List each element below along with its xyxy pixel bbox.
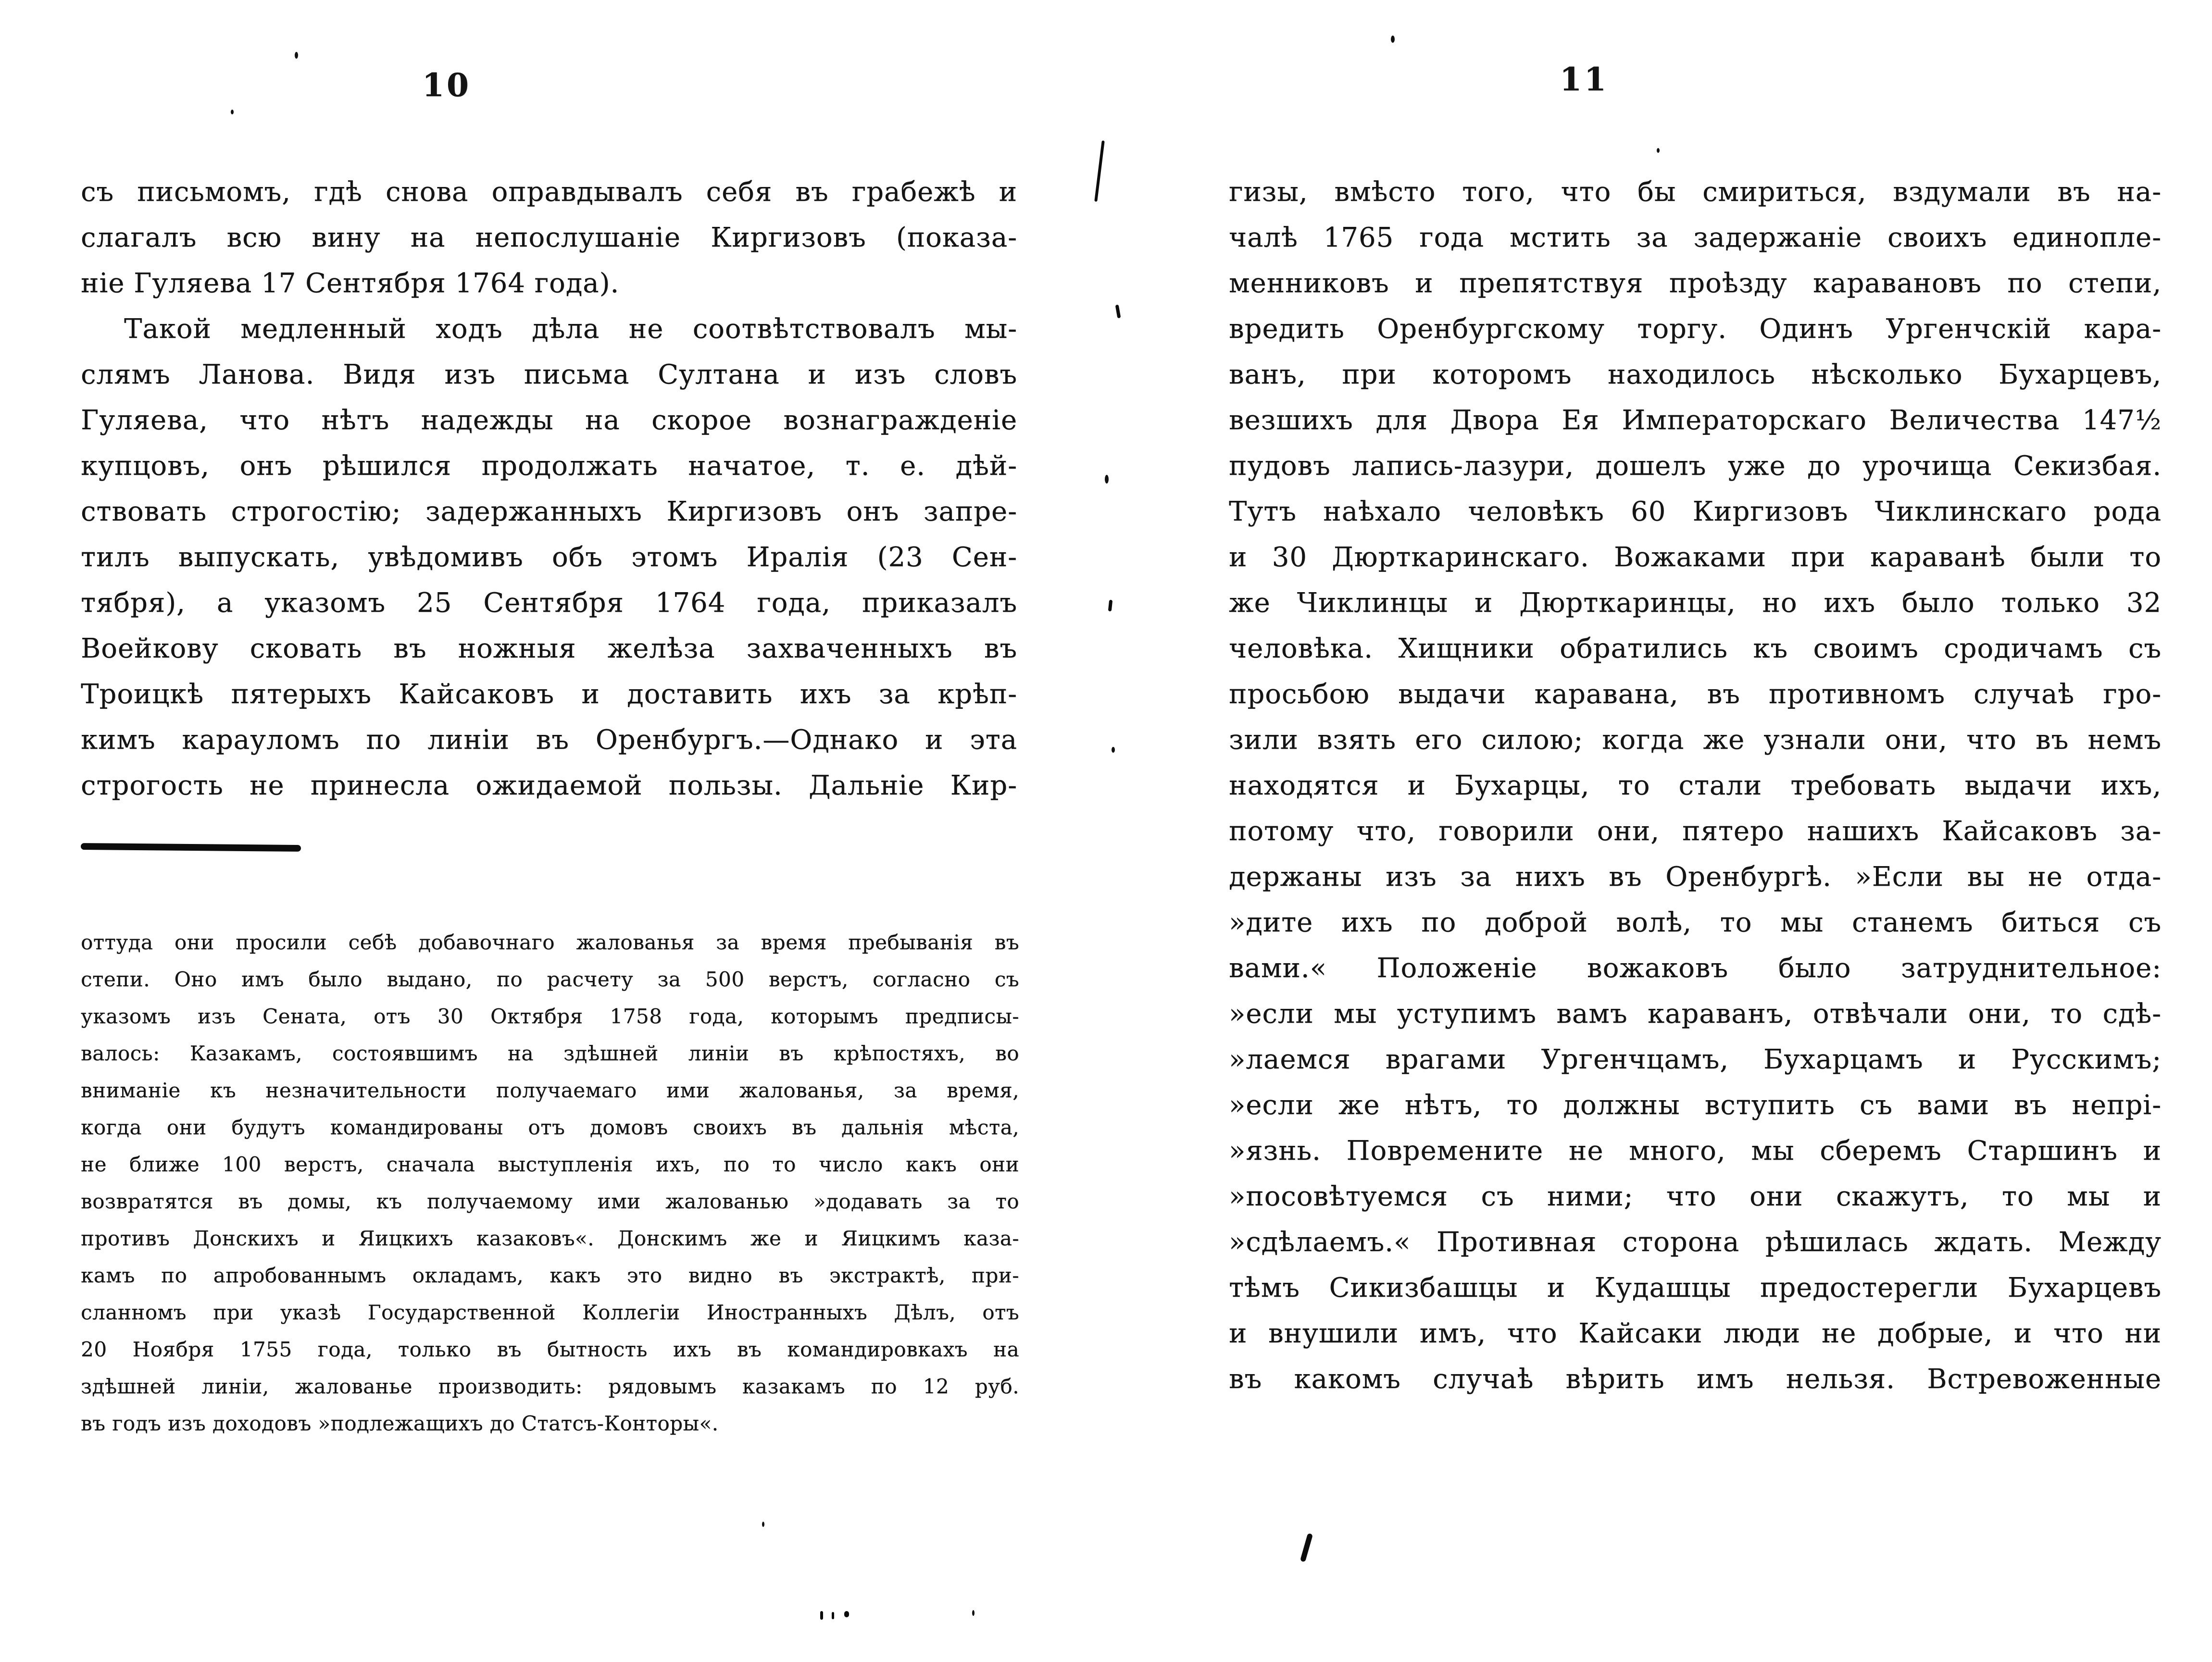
- text-line: оттуда они просили себѣ добавочнаго жалованья за время пребыванія въ: [81, 930, 1019, 954]
- ink-speck: [295, 52, 298, 59]
- gutter-mark: [1112, 747, 1115, 753]
- text-line: находятся и Бухарцы, то стали требовать выдачи ихъ,: [1229, 770, 2162, 801]
- text-line: ствовать строгостію; задержанныхъ Киргизовъ онъ запре-: [81, 496, 1017, 527]
- text-line: Троицкѣ пятерыхъ Кайсаковъ и доставить ихъ за крѣп-: [81, 679, 1017, 710]
- footnote: [81, 924, 1019, 1442]
- text-line: зили взять его силою; когда же узнали они, что въ немъ: [1229, 724, 2162, 756]
- text-line: ніе Гуляева 17 Сентября 1764 года).: [81, 268, 620, 299]
- page-number: 11: [1560, 61, 1609, 98]
- text-line: чалѣ 1765 года мстить за задержаніе своихъ единопле-: [1229, 222, 2162, 253]
- ink-speck: [1657, 148, 1660, 153]
- text-line: вниманіе къ незначительности получаемаго ими жалованья, за время,: [81, 1079, 1019, 1102]
- ink-speck: [832, 1612, 834, 1619]
- text-line: менниковъ и препятствуя проѣзду каравановъ по степи,: [1229, 268, 2162, 299]
- text-line: строгость не принесла ожидаемой пользы. Дальніе Кир-: [81, 770, 1017, 801]
- gutter-mark: [1105, 475, 1109, 484]
- footnote-rule: [81, 843, 301, 852]
- gutter-mark: [1115, 305, 1121, 319]
- text-line: держаны изъ за нихъ въ Оренбургѣ. »Если вы не отда-: [1229, 861, 2162, 893]
- text-line: »язнь. Повремените не много, мы сберемъ Старшинъ и: [1229, 1135, 2162, 1166]
- text-line: въ какомъ случаѣ вѣрить имъ нельзя. Встревоженные: [1229, 1364, 2162, 1395]
- ink-speck: [1391, 36, 1395, 43]
- text-line: потому что, говорили они, пятеро нашихъ Кайсаковъ за-: [1229, 816, 2162, 847]
- text-line: Гуляева, что нѣтъ надежды на скорое вознагражденіе: [81, 405, 1017, 436]
- text-line: и внушили имъ, что Кайсаки люди не добрые, и что ни: [1229, 1318, 2162, 1349]
- ink-speck: [972, 1610, 975, 1616]
- text-line: сланномъ при указѣ Государственной Коллегіи Иностранныхъ Дѣлъ, отъ: [81, 1301, 1019, 1324]
- text-line: и 30 Дюрткаринскаго. Вожаками при караванѣ были то: [1229, 542, 2162, 573]
- text-line: Тутъ наѣхало человѣкъ 60 Киргизовъ Чиклинскаго рода: [1229, 496, 2162, 527]
- text-line: указомъ изъ Сената, отъ 30 Октября 1758 года, которымъ предписы-: [81, 1005, 1019, 1028]
- text-line: возвратятся въ домы, къ получаемому ими жалованью »додавать за то: [81, 1190, 1019, 1213]
- text-line: »лаемся врагами Ургенчцамъ, Бухарцамъ и Русскимъ;: [1229, 1044, 2162, 1075]
- gutter-mark: [1108, 600, 1112, 612]
- text-line: въ годъ изъ доходовъ »подлежащихъ до Статсъ-Конторы«.: [81, 1412, 719, 1435]
- gutter-mark: [1094, 140, 1105, 202]
- text-line: тября), а указомъ 25 Сентября 1764 года, приказалъ: [81, 587, 1017, 619]
- text-line: валось: Казакамъ, состоявшимъ на здѣшней линіи въ крѣпостяхъ, во: [81, 1042, 1019, 1065]
- text-line: вами.« Положеніе вожаковъ было затруднительное:: [1229, 953, 2162, 984]
- ink-speck: [762, 1522, 764, 1527]
- text-line: вредить Оренбургскому торгу. Одинъ Ургенчскій кара-: [1229, 313, 2162, 345]
- text-line: »посовѣтуемся съ ними; что они скажутъ, то мы и: [1229, 1181, 2162, 1212]
- pen-stroke: [1300, 1533, 1313, 1563]
- text-line: не ближе 100 верстъ, сначала выступленія ихъ, по то число какъ они: [81, 1153, 1019, 1176]
- text-line: ванъ, при которомъ находилось нѣсколько Бухарцевъ,: [1229, 359, 2162, 390]
- ink-speck: [844, 1611, 849, 1617]
- text-line: Воейкову сковать въ ножныя желѣза захваченныхъ въ: [81, 633, 1017, 664]
- text-line: камъ по апробованнымъ окладамъ, какъ это видно въ экстрактѣ, при-: [81, 1264, 1019, 1287]
- text-line: купцовъ, онъ рѣшился продолжать начатое, т. е. дѣй-: [81, 450, 1017, 482]
- text-line: »если же нѣтъ, то должны вступить съ вами въ непрі-: [1229, 1090, 2162, 1121]
- text-line: »дите ихъ по доброй волѣ, то мы станемъ биться съ: [1229, 907, 2162, 938]
- ink-speck: [820, 1611, 823, 1620]
- text-line: противъ Донскихъ и Яицкихъ казаковъ«. Донскимъ же и Яицкимъ каза-: [81, 1227, 1019, 1250]
- text-line: везшихъ для Двора Ея Императорскаго Величества 147½: [1229, 405, 2162, 436]
- text-line: кимъ карауломъ по линіи въ Оренбургъ.—Однако и эта: [81, 724, 1017, 756]
- text-line: слагалъ всю вину на непослушаніе Киргизовъ (показа-: [81, 222, 1017, 253]
- text-line: гизы, вмѣсто того, что бы смириться, вздумали въ на-: [1229, 176, 2162, 208]
- text-line: человѣка. Хищники обратились къ своимъ сродичамъ съ: [1229, 633, 2162, 664]
- text-line: Такой медленный ходъ дѣла не соотвѣтствовалъ мы-: [124, 313, 1017, 345]
- text-line: степи. Оно имъ было выдано, по расчету за 500 верстъ, согласно съ: [81, 967, 1019, 991]
- main-text: [81, 169, 1017, 808]
- text-line: 20 Ноября 1755 года, только въ бытность ихъ въ командировкахъ на: [81, 1338, 1019, 1361]
- text-line: когда они будутъ командированы отъ домовъ своихъ въ дальнія мѣста,: [81, 1116, 1019, 1139]
- text-line: съ письмомъ, гдѣ снова оправдывалъ себя въ грабежѣ и: [81, 176, 1017, 208]
- text-line: просьбою выдачи каравана, въ противномъ случаѣ гро-: [1229, 679, 2162, 710]
- text-line: тилъ выпускать, увѣдомивъ объ этомъ Иралія (23 Сен-: [81, 542, 1017, 573]
- main-text: [1229, 169, 2162, 1402]
- ink-speck: [231, 110, 234, 114]
- text-line: тѣмъ Сикизбашцы и Кудашцы предостерегли Бухарцевъ: [1229, 1272, 2162, 1303]
- text-line: слямъ Ланова. Видя изъ письма Султана и изъ словъ: [81, 359, 1017, 390]
- text-line: »если мы уступимъ вамъ караванъ, отвѣчали они, то сдѣ-: [1229, 998, 2162, 1029]
- text-line: же Чиклинцы и Дюрткаринцы, но ихъ было только 32: [1229, 587, 2162, 619]
- text-line: здѣшней линіи, жалованье производить: рядовымъ казакамъ по 12 руб.: [81, 1375, 1019, 1398]
- text-line: »сдѣлаемъ.« Противная сторона рѣшилась ждать. Между: [1229, 1227, 2162, 1258]
- text-line: пудовъ лапись-лазури, дошелъ уже до урочища Секизбая.: [1229, 450, 2162, 482]
- page-number: 10: [422, 66, 471, 104]
